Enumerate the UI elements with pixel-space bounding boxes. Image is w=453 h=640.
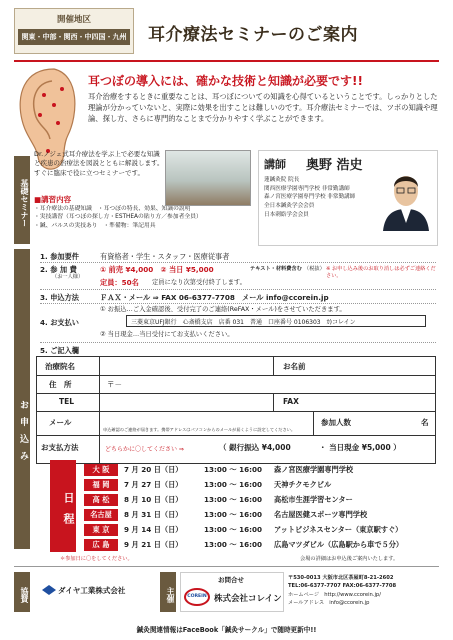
seminar-photo <box>165 150 251 206</box>
page-title: 耳介療法セミナーのご案内 <box>148 25 358 45</box>
schedule-note-left: ＊参加日に〇をしてください。 <box>60 556 133 562</box>
payment-label: 4. お支払い <box>40 318 79 327</box>
area-heading: 開催地区 <box>56 15 91 25</box>
lecturer-title: 蓮鍼灸院 院長 <box>264 177 300 183</box>
lecturer-title: 森ノ宮医療学園専門学校 非常勤講師 <box>264 194 356 201</box>
course-list <box>34 205 249 230</box>
company-name: 株式会社コレイン <box>214 594 282 604</box>
payment-transfer: ① お振込…ご入金確認後、受付完了のご連絡(ReFAX・メール)をさせていただきます。 <box>100 306 346 313</box>
schedule-row[interactable] <box>84 509 434 522</box>
fee-cancel-note: ※ お申し込み後のお取り消しは必ずご連絡ください。 <box>326 266 436 279</box>
fee-tax-note: （税抜） <box>304 266 325 272</box>
pay-option-cash[interactable]: ・ 当日現金 ¥5,000 ） <box>319 443 401 452</box>
form-line <box>37 393 435 394</box>
schedule-venue: 名古屋医健スポーツ専門学校 <box>274 510 368 519</box>
requirement-value: 有資格者・学生・スタッフ・医療従事者 <box>100 252 230 261</box>
schedule-time: 13:00 ～ 16:00 <box>204 510 262 519</box>
form-line <box>37 411 435 412</box>
schedule-time: 13:00 ～ 16:00 <box>204 480 262 489</box>
method-value: ＦＡＸ・メール ⇒ FAX 06-6377-7708 メール info@ccorein.jp <box>100 293 329 302</box>
sponsor-label: 協賛 <box>14 572 30 612</box>
course-item: ・実技講習（耳つぼの探し方・ESTHEAの貼り方／参加者全員） <box>34 214 202 221</box>
seminar-description: Dr.ノジェ式耳介療法を学ぶ上で必要な知識と疾患の治療法を図説とともに解説します。すぐに臨床で役に立つセミナーです。 <box>34 150 164 177</box>
pay-choice: どちらかに〇してください ⇒ <box>105 446 184 453</box>
schedule-city: 高 松 <box>84 494 118 506</box>
fee-sub: （お一人様） <box>52 274 84 280</box>
application-tab: お申込み <box>14 249 30 549</box>
schedule-city: 広 島 <box>84 539 118 551</box>
schedule-note-right: 会場の詳細はお申込後ご案内いたします。 <box>300 556 399 562</box>
form-vline <box>99 357 100 464</box>
course-item: ・鍼、パルスの実技あり ・準備物：筆記用具 <box>34 222 156 229</box>
lecturer-title: 日本刺絡学会会員 <box>264 211 309 218</box>
inquiry-label: お問合せ <box>218 576 244 584</box>
application-form <box>36 356 436 464</box>
area-list: 関東・中部・関西・中四国・九州 <box>18 29 130 45</box>
header-divider <box>14 60 439 62</box>
schedule-time: 13:00 ～ 16:00 <box>204 495 262 504</box>
schedule-venue: 森ノ宮医療学園専門学校 <box>274 465 354 474</box>
lecturer-title: 関西医療学園専門学校 非常勤講師 <box>264 185 350 192</box>
schedule-tab: 日程 <box>50 460 76 552</box>
row-divider <box>40 262 436 263</box>
clinic-label: 治療院名 <box>45 362 75 371</box>
intro-text: 耳介治療をするときに重要なことは、耳つぼについての知識を心得ているということです。しっかりとした理論が分かっていないと、実際に効果を出すことは難しいのです。耳介療法セミナーでは、ツボの知識や理論、探し方、さらに専門的なことまで分かりやすく学ぶことができます。 <box>88 92 438 123</box>
host-label: 主催 <box>160 572 176 612</box>
requirement-label: 1. 参加要件 <box>40 252 79 261</box>
form-vline <box>273 357 274 375</box>
area-box <box>14 8 134 54</box>
row-divider <box>40 342 436 343</box>
schedule-city: 福 岡 <box>84 479 118 491</box>
bank-info: 三菱東京UFJ銀行 心斎橋支店 店番 031 普通 口座番号 0106303 ｶ)コレイン <box>126 315 426 327</box>
schedule-venue: アットビジネスセンター（東京駅すぐ） <box>274 525 403 534</box>
lead-headline: 耳つぼの導入には、確かな技術と知識が必要です!! <box>88 74 363 88</box>
course-item: ・耳介療法の基礎知識 ・耳つぼの特長、効果、知識の説明 <box>34 206 191 212</box>
footer-divider <box>14 566 439 567</box>
course-heading: ■講習内容 <box>34 195 72 204</box>
row-divider <box>40 289 436 290</box>
capacity-note: 定員になり次第受付終了します。 <box>152 279 246 286</box>
form-line <box>37 435 435 436</box>
lecturer-name: 奥野 浩史 <box>306 158 363 173</box>
payment-cash: ② 当日現金…当日受付にてお支払いください。 <box>100 331 234 338</box>
row-divider <box>40 303 436 304</box>
fax-label: FAX <box>283 397 299 406</box>
schedule-row[interactable] <box>84 464 434 477</box>
company-address: 〒530-0013 大阪市北区茶屋町8-21-2602 <box>288 575 394 581</box>
fee-note: テキスト・材料費含む <box>250 266 302 272</box>
facebook-note: 鍼灸関連情報はFaceBook「鍼灸サークル」で随時更新中!! <box>136 626 317 634</box>
corein-logo: COREIN <box>184 588 210 606</box>
lecturer-title: 全日本鍼灸学会会員 <box>264 202 315 209</box>
pay-option-bank[interactable]: （ 銀行振込 ¥4,000 <box>219 443 291 452</box>
capacity-label: 定員：50名 <box>100 278 139 287</box>
schedule-date: 7 月 27 日（日） <box>124 480 183 489</box>
schedule-time: 13:00 ～ 16:00 <box>204 540 262 549</box>
schedule-date: 9 月 21 日（日） <box>124 540 183 549</box>
schedule-venue: 高松市生涯学習センター <box>274 495 353 504</box>
schedule-city: 東 京 <box>84 524 118 536</box>
schedule-row[interactable] <box>84 539 434 552</box>
schedule-date: 8 月 31 日（日） <box>124 510 183 519</box>
mail-note: 申込確認のご連絡が届きます。携帯アドレスはパソコンからのメールが届くように設定してください。 <box>103 427 296 432</box>
schedule-time: 13:00 ～ 16:00 <box>204 525 262 534</box>
diamond-logo-icon <box>42 585 56 595</box>
form-line <box>37 375 435 376</box>
fee-label: 2. 参 加 費 <box>40 265 77 274</box>
company-phone: TEL:06-6377-7707 FAX:06-6377-7708 <box>288 583 397 589</box>
tel-label: TEL <box>59 397 75 406</box>
mail-label: メール <box>49 418 72 427</box>
entry-label: 5. ご記入欄 <box>40 346 79 355</box>
schedule-city: 名古屋 <box>84 509 118 521</box>
schedule-venue: 天神チクモクビル <box>274 480 332 489</box>
schedule-row[interactable] <box>84 479 434 492</box>
form-vline <box>313 411 314 435</box>
count-label: 参加人数 <box>321 418 351 427</box>
schedule-row[interactable] <box>84 494 434 507</box>
address-label: 住 所 <box>49 380 72 389</box>
schedule-row[interactable] <box>84 524 434 537</box>
postal-label: 〒－ <box>107 380 122 389</box>
name-label: お名前 <box>283 362 306 371</box>
lecturer-titles <box>264 176 376 219</box>
count-unit: 名 <box>421 418 429 427</box>
company-web[interactable]: ホームページ http://www.ccorein.jp/ <box>288 592 381 598</box>
schedule-date: 9 月 14 日（日） <box>124 525 183 534</box>
lecturer-label: 講師 <box>264 158 286 171</box>
company-email[interactable]: メールアドレス info@ccorein.jp <box>288 600 370 606</box>
schedule-time: 13:00 ～ 16:00 <box>204 465 262 474</box>
schedule-date: 7 月 20 日（日） <box>124 465 183 474</box>
pay-label: お支払方法 <box>41 443 79 452</box>
method-label: 3. 申込方法 <box>40 293 79 302</box>
schedule-date: 8 月 10 日（日） <box>124 495 183 504</box>
sponsor-name: ダイヤ工業株式会社 <box>58 586 126 595</box>
seminar-tab: 基礎セミナー <box>14 156 30 244</box>
schedule-venue: 広島マツダビル（広島駅から車で５分） <box>274 540 404 549</box>
lecturer-portrait <box>377 163 435 231</box>
form-vline <box>273 393 274 411</box>
schedule-city: 大 阪 <box>84 464 118 476</box>
fee-value: ① 前売 ¥4,000 ② 当日 ¥5,000 <box>100 265 214 274</box>
